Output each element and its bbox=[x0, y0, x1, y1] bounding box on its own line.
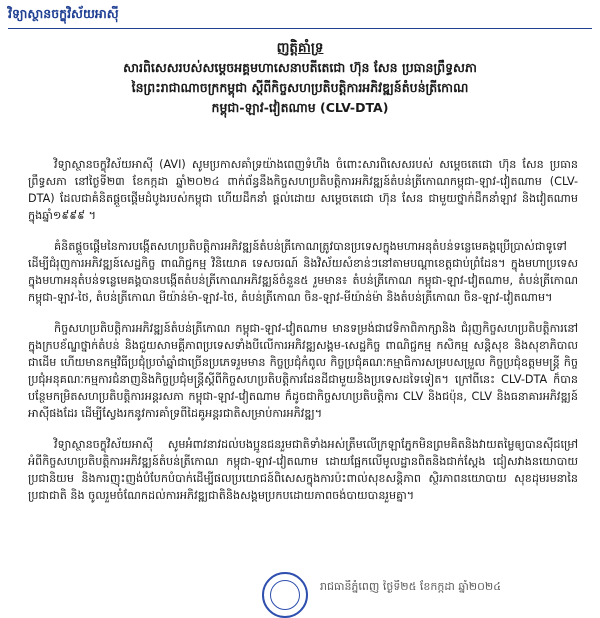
official-seal-icon bbox=[262, 572, 308, 618]
paragraph-2: គំនិតផ្តួចផ្តើមនៃការបង្កើតសហប្រតិបត្តិការអភិវឌ្ឍន៍តំបន់ត្រីកោណត្រូវបានប្រទេសក្នុងមហាអនុតំបន់ទន្លេមេគង្គប្រើប្រាស់ជាទូទៅ ដើម្បីជំរុញការអភិវឌ្ឍន៍សេដ្ឋកិច្ច ពាណិជ្ជកម្ម វិនិយោគ ទេសចរណ៍ និងវិស័យសំខាន់ៗនៅតាមបណ្តាខេត្តជាប់ព្រំដែន។ ក្នុងមហាប្រទេសក្នុងមហាអនុតំបន់ទន្លេមេគង្គបានបង្កើតតំបន់ត្រីកោណអភិវឌ្ឍន៍ចំនួន៥ រួមមាន៖ តំបន់ត្រីកោណ កម្ពុជា-ឡាវ-វៀតណាម, តំបន់ត្រីកោណ កម្ពុជា-ឡាវ-ថៃ, តំបន់ត្រីកោណ មីយ៉ាន់ម៉ា-ឡាវ-ថៃ, តំបន់ត្រីកោណ ចិន-ឡាវ-មីយ៉ាន់ម៉ា និងតំបន់ត្រីកោណ ចិន-ឡាវ-វៀតណាម។ bbox=[28, 240, 578, 304]
document-title bbox=[40, 38, 560, 118]
document-body bbox=[28, 156, 578, 518]
paragraph-1: វិទ្យាស្ថានចក្ខុវិស័យអាស៊ី (AVI) សូមប្រកាសគាំទ្រយ៉ាងពេញទំហឹង ចំពោះសារពិសេសរបស់ សម្តេចតេជោ ហ៊ុន សែន ប្រធានព្រឹទ្ធសភា នៅថ្ងៃទី២៣ ខែកក្កដា ឆ្នាំ២០២៤ ពាក់ព័ន្ធនឹងកិច្ចសហប្រតិបត្តិការអភិវឌ្ឍន៍តំបន់ត្រីកោណកម្ពុជា-ឡាវ-វៀតណាម (CLV-DTA) ដែលជាគំនិតផ្តួចផ្តើមដំបូងរបស់កម្ពុជា ហើយដឹកនាំ ផ្តល់ដោយ សម្តេចតេជោ ហ៊ុន សែន ជាមួយថ្នាក់ដឹកនាំឡាវ និងវៀតណាម ក្នុងឆ្នាំ១៩៩៩ ។ bbox=[28, 158, 578, 222]
organization-header: វិទ្យាស្ថានចក្ខុវិស័យអាស៊ី bbox=[8, 6, 119, 21]
title-line-3: នៃព្រះរាជាណាចក្រកម្ពុជា ស្តីពីកិច្ចសហប្រតិបត្តិការអភិវឌ្ឍន៍តំបន់ត្រីកោណ bbox=[131, 80, 469, 95]
title-line-1: ញត្តិគាំទ្រ bbox=[276, 40, 324, 56]
title-line-4: កម្ពុជា-ឡាវ-វៀតណាម (CLV-DTA) bbox=[211, 100, 389, 115]
paragraph-4: វិទ្យាស្ថានចក្ខុវិស័យអាស៊ី សូមអំពាវនាវដល់បងប្អូនជនរួមជាតិទាំងអស់ត្រឹមលើក្រឡាភ្នែកមិនព្រមគិតនិងវាយតម្លៃឲ្យបានស៊ីជម្រៅអំពីកិច្ចសហប្រតិបត្តិការអភិវឌ្ឍន៍តំបន់ត្រីកោណ កម្ពុជា-ឡាវ-វៀតណាម ដោយផ្អែកលើមូលដ្ឋានពិតនិងជាក់ស្តែង ជៀសវាងនយោបាយប្រជានិយម និងការញុះញង់បំបែកបំបាក់ដើម្បីផលប្រយោជន៍ពិសេសក្នុងការប៉ះពាល់សុខសន្តិភាព ស្ថិរភាពនយោបាយ សុខដុមរមនានៃប្រជាជាតិ និង ចូលរួមចំណែកដល់ការអភិវឌ្ឍជាតិនិងសង្គមប្រកបដោយភាពចង់បាយបានរួមគ្នា។ bbox=[28, 438, 578, 502]
signature-date: រាជធានីភ្នំពេញ ថ្ងៃទី២៥ ខែកក្កដា ឆ្នាំ២០២៤ bbox=[320, 580, 502, 593]
header-divider bbox=[8, 28, 592, 29]
paragraph-3: កិច្ចសហប្រតិបត្តិការអភិវឌ្ឍន៍តំបន់ត្រីកោណ កម្ពុជា-ឡាវ-វៀតណាម មានទម្រង់ជាវេទិកាពិភាក្សានិង ជំរុញកិច្ចសហប្រតិបត្តិការនៅក្នុងក្របខ័ណ្ឌថ្នាក់តំបន់ និងជួយសាមគ្គីភាពប្រទេសទាំងបីលើការអភិវឌ្ឍសង្គម-សេដ្ឋកិច្ច ពាណិជ្ជកម្ម កសិកម្ម សន្តិសុខ និងសុខាភិបាលជាដើម ហើយមានកម្មវិធីប្រជុំប្រចាំឆ្នាំជាច្រើនប្រភេទរួមមាន កិច្ចប្រជុំកំពូល កិច្ចប្រជុំគណៈកម្មាធិការសម្របសម្រួល កិច្ចប្រជុំឧត្តមមន្ត្រី កិច្ចប្រជុំអនុគណៈកម្មការជំនាញនិងកិច្ចប្រជុំមន្ត្រីស្តីពីកិច្ចសហប្រតិបត្តិការដែនដីជាមួយនិងប្រទេសដទៃទៀត។ ក្រៅពីនេះ CLV-DTA ក៏បានបន្ថែមកម្រិតសហប្រតិបត្តិការអន្តរសភា កម្ពុជា-ឡាវ-វៀតណាម ក៏ដូចជាកិច្ចសហប្រតិបត្តិការ CLV និងជប៉ុន, CLV និងធនាគារអភិវឌ្ឍន៍អាស៊ីផងដែរ ដើម្បីស្វែងរកនូវការគាំទ្រពីដៃគូអន្តរជាតិសម្រាប់ការអភិវឌ្ឍ។ bbox=[28, 322, 578, 420]
title-line-2: សារពិសេសរបស់សម្តេចអគ្គមហាសេនាបតីតេជោ ហ៊ុន សែន ប្រធានព្រឹទ្ធសភា bbox=[123, 60, 477, 75]
